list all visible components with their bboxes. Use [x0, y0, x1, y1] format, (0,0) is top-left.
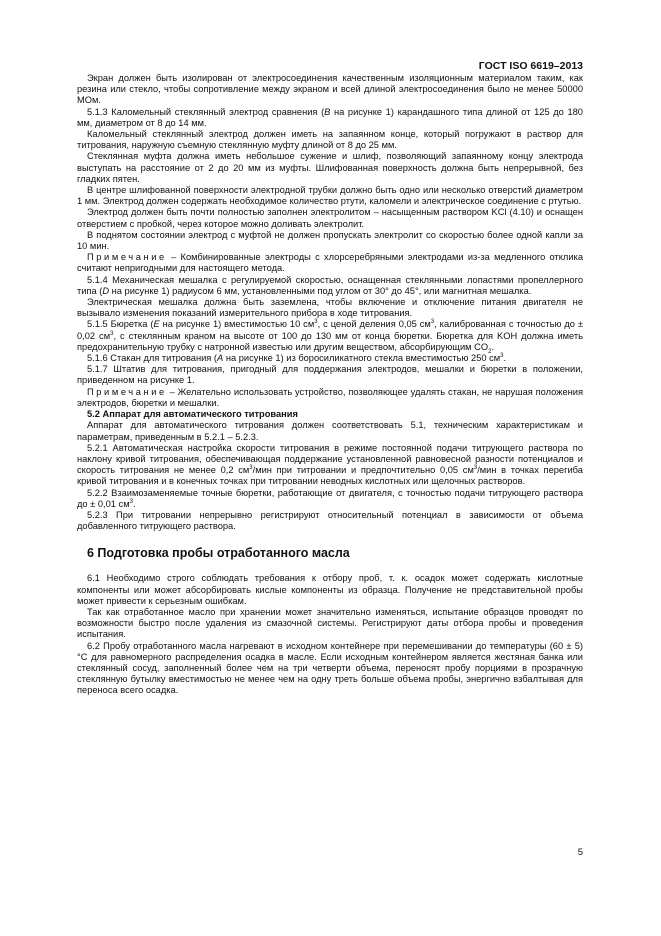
paragraph-5-2-2: 5.2.2 Взаимозаменяемые точные бюретки, работающие от двигателя, с точностью подачи титрующего раствора до ± 0,01 $см^3$. — [77, 487, 583, 509]
paragraph-6-1: 6.1 Необходимо строго соблюдать требования к отбору проб, т. к. осадок может содержать кислотные компоненты или может абсорбировать кислые компоненты из образца. Получение не представительной пробы может привести к серьезным ошибкам. — [77, 573, 583, 606]
paragraph: В центре шлифованной поверхности электродной трубки должно быть одно или несколько отверстий диаметром 1 мм. Электрод должен содержать необходимое количество ртути, каломели и электрическое соединение с ртутью. — [77, 185, 583, 207]
paragraph-5-1-5: 5.1.5 Бюретка (E на рисунке 1) вместимостью 10 $см^3$, с ценой деления 0,05 $см^3$, калиброванная с точностью до ± 0,02 $см^3$, с стеклянным краном на высоте от 100 до 130 мм от конца бюретки. Бюретка для KOH должна иметь предохранительную трубку с натронной известью или другим веществом, абсорбирующим $CO_2$. — [77, 319, 584, 355]
paragraph: Стеклянная муфта должна иметь небольшое сужение и шлиф, позволяющий запаянному концу электрода выступать на расстояние от 2 до 20 мм из муфты. Шлифованная поверхность должна быть непрерывной, без гладких пятен. — [77, 151, 583, 184]
paragraph-5-2-1: 5.2.1 Автоматическая настройка скорости титрования в режиме постоянной подачи титрующего раствора по наклону кривой титрования, обеспечивающая поддержание установленной равновесной разности потенциалов и скорость титрования не менее 0,2 $см^3$/мин при титровании и предпочтительно 0,05 $см^3$/мин в точках перегиба кривой титрования и в конечных точках при титровании неводных кислотных или щелочных растворов. — [77, 442, 583, 487]
note-label: Примечание — [87, 252, 167, 263]
paragraph: Каломельный стеклянный электрод должен иметь на запаянном конце, который погружают в раствор для титрования, наружную съемную стеклянную муфту длиной от 8 до 25 мм. — [77, 129, 583, 151]
subsection-heading-5-2: 5.2 Аппарат для автоматического титрования — [87, 409, 298, 420]
paragraph: Электрод должен быть почти полностью заполнен электролитом – насыщенным раствором KCl (4.10) и оснащен отверстием с пробкой, через которое можно доливать электролит. — [77, 207, 583, 229]
paragraph-5-1-7: 5.1.7 Штатив для титрования, пригодный для поддержания электродов, мешалки и бюретки в положении, приведенном на рисунке 1. — [77, 364, 583, 386]
paragraph: В поднятом состоянии электрод с муфтой не должен пропускать электролит со скоростью более одной капли за 10 мин. — [77, 229, 583, 252]
paragraph: Так как отработанное масло при хранении может значительно изменяться, испытание образцов проводят по возможности быстро после удаления из смазочной системы. Регистрируют даты отбора пробы и проведения испытания. — [77, 606, 583, 640]
paragraph-5-1-4: 5.1.4 Механическая мешалка с регулируемой скоростью, оснащенная стеклянными лопастями пропеллерного типа (D на рисунке 1) радиусом 6 мм, установленными под углом от 30° до 45°, или магнитная мешалка. — [77, 274, 583, 296]
paragraph-5-1-3: 5.1.3 Каломельный стеклянный электрод сравнения (B на рисунке 1) карандашного типа длиной от 125 до 180 мм, диаметром от 8 до 14 мм. — [77, 106, 583, 128]
paragraph-5-1-6: 5.1.6 Стакан для титрования (A на рисунке 1) из боросиликатного стекла вместимостью 250 $см^3$. — [87, 352, 507, 364]
page-number: 5 — [577, 847, 583, 858]
section-heading-6: 6 Подготовка пробы отработанного масла — [87, 546, 350, 561]
document-header: ГОСТ ISO 6619–2013 — [478, 60, 583, 72]
paragraph: Электрическая мешалка должна быть заземлена, чтобы включение и отключение питания двигателя не вызывало изменения показаний измерительного прибора в ходе титрования. — [77, 297, 583, 319]
paragraph-5-2-3: 5.2.3 При титровании непрерывно регистрируют относительный потенциал в зависимости от объема добавленного титрующего раствора. — [77, 509, 583, 532]
paragraph: Экран должен быть изолирован от электросоединения качественным изоляционным материалом таким, как резина или стекло, чтобы сопротивление между экраном и всей длиной электросоединения было не менее 50000 МОм. — [77, 73, 583, 106]
note: Примечание – Комбинированные электроды с хлорсеребряными электродами из-за медленного отклика считают непригодными для настоящего метода. — [77, 252, 583, 274]
document-body — [77, 73, 583, 697]
paragraph: Аппарат для автоматического титрования должен соответствовать 5.1, техническим характеристикам и параметрам, приведенным в 5.2.1 – 5.2.3. — [77, 420, 583, 442]
note: Примечание – Желательно использовать устройство, позволяющее удалять стакан, не нарушая положения электродов, бюретки и мешалки. — [77, 386, 583, 408]
note-label: Примечание — [87, 386, 167, 397]
paragraph-6-2: 6.2 Пробу отработанного масла нагревают в исходном контейнере при перемешивании до температуры (60 ± 5) °С для равномерного распределения осадка в масле. Если исходным контейнером является жестяная банка или стеклянный сосуд, заполненный более чем на три четверти объема, переносят пробу порциями в прозрачную стеклянную бутылку вместимостью не менее чем на одну треть больше объема пробы, энергично взбалтывая для переноса всего осадка. — [77, 640, 583, 696]
